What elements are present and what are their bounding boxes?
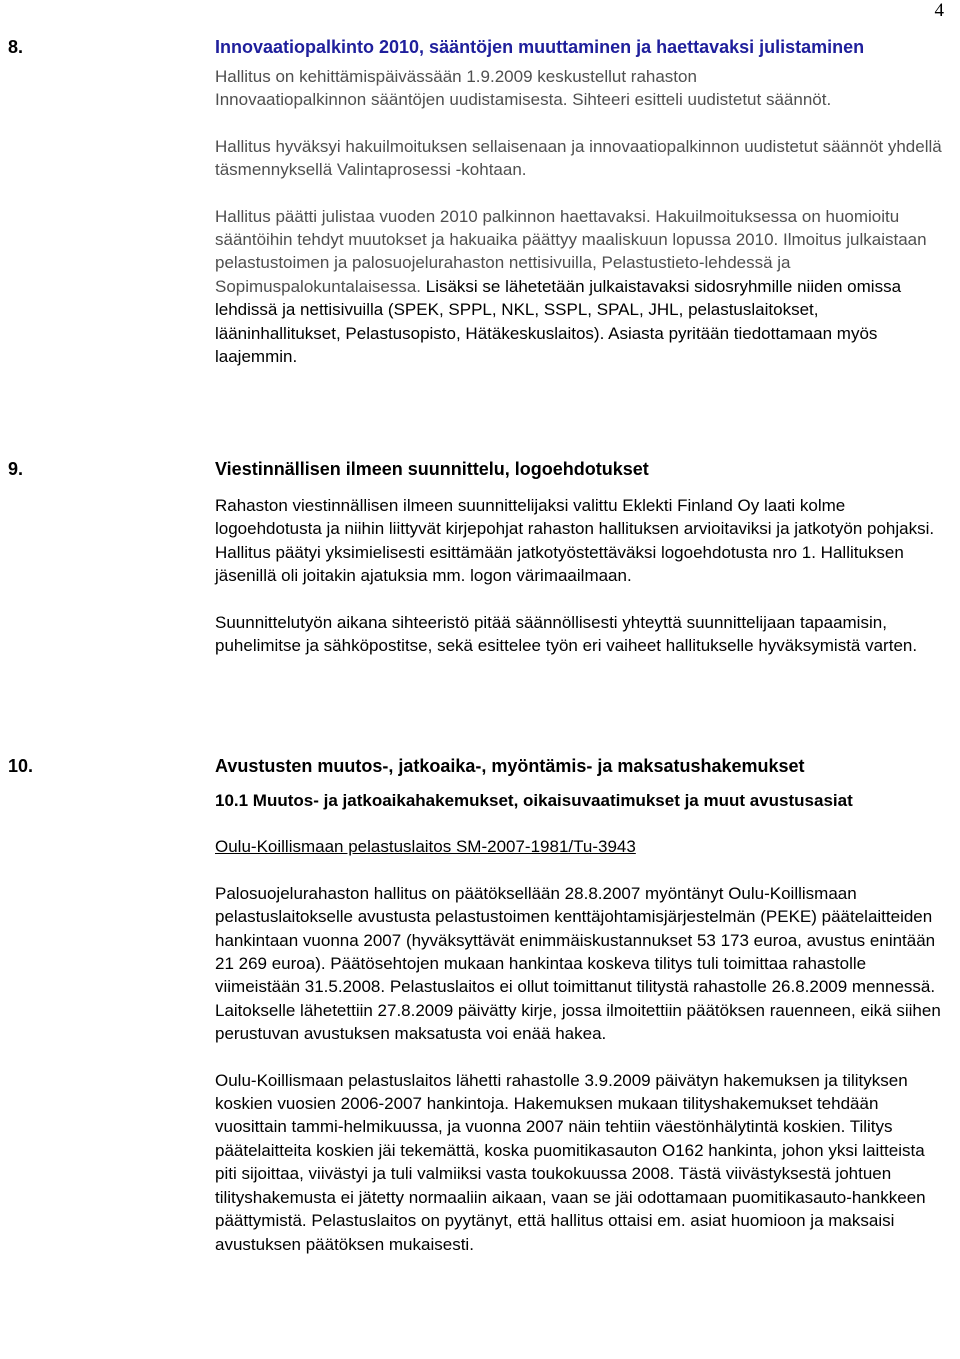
section-8-paragraph-3c: Lisäksi se lähetetään julkaistavaksi sidosryhmille niiden omissa lehdissä ja nettisivuilla (SPEK, SPPL, NKL, SSPL, SPAL, JHL, pelastuslaitokset, lääninhallitukset, Pelastusopisto, Hätäkeskuslaitos). Asiasta pyritään tiedottamaan myös laajemmin.: [215, 276, 902, 367]
section-8-heading: [8, 36, 946, 58]
section-10-paragraph-1: Palosuojelurahaston hallitus on päätöksellään 28.8.2007 myöntänyt Oulu-Koillismaan pelastuslaitokselle avustusta pelastustoimen kenttäjohtamisjärjestelmän (PEKE) päätelaitteiden hankintaan vuonna 2007 (hyväksyttävät enimmäiskustannukset 53 173 euroa, avustus enintään 21 269 euroa). Päätösehtojen mukaan hankintaa koskeva tilitys tuli toimittaa rahastolle viimeistään 31.5.2008. Pelastuslaitos ei ollut toimittanut tilitystä rahastolle 26.8.2009 mennessä. Laitokselle lähetettiin 27.8.2009 päivätty kirje, jossa ilmoitettiin päätöksen rauenneen, eikä siihen perustuvan avustuksen maksatusta voi enää hakea.: [215, 883, 941, 1044]
section-8-paragraph-2: Hallitus hyväksyi hakuilmoituksen sellaisenaan ja innovaatiopalkinnon uudistetut säännöt yhdellä täsmennyksellä Valintaprosessi -kohtaan.: [215, 136, 942, 180]
section-10-body: [215, 882, 946, 1256]
section-9-paragraph-2: Suunnittelutyön aikana sihteeristö pitää säännöllisesti yhteyttä suunnittelijaan tapaamisin, puhelimitse ja sähköpostitse, sekä esittelee työn eri vaiheet hallitukselle hyväksymistä varten.: [215, 612, 918, 656]
case-title: Oulu-Koillismaan pelastuslaitos SM-2007-1981/Tu-3943: [215, 837, 636, 857]
section-9-title: Viestinnällisen ilmeen suunnittelu, logoehdotukset: [215, 459, 649, 479]
section-8-paragraph-3a: Hallitus päätti julistaa vuoden 2010 palkinnon haettavaksi.: [215, 206, 651, 226]
section-10-heading: [8, 755, 946, 777]
page-number: 4: [934, 0, 944, 21]
section-8: [8, 36, 946, 368]
section-8-title: Innovaatiopalkinto 2010, sääntöjen muuttaminen ja haettavaksi julistaminen: [215, 37, 865, 57]
section-9-paragraph-1: Rahaston viestinnällisen ilmeen suunnittelijaksi valittu Eklekti Finland Oy laati kolme logoehdotusta ja niihin liittyvät kirjepohjat rahaston hallituksen arvioitaviksi ja jatkotyön pohjaksi. Hallitus päätyi yksimielisesti esittämään jatkotyöstettäväksi logoehdotusta nro 1. Hallituksen jäsenillä oli joitakin ajatuksia mm. logon värimaailmaan.: [215, 496, 935, 586]
section-10-number: 10.: [8, 756, 34, 776]
section-10: [8, 755, 946, 1256]
section-10-title: Avustusten muutos-, jatkoaika-, myöntämis- ja maksatushakemukset: [215, 756, 805, 776]
section-10-paragraph-2: Oulu-Koillismaan pelastuslaitos lähetti rahastolle 3.9.2009 päivätyn hakemuksen ja tilityksen koskien vuosien 2006-2007 hankintoja. Hakemuksen mukaan tilityshakemukset tehdään vuosittain tammi-helmikuussa, ja vuonna 2007 näin tehtiin väestönhälytintä koskien. Tilitys päätelaitteita koskien jäi tekemättä, koska puomitikasauton O162 hankinta, johon yksi laitteista piti sijoittaa, viivästyi ja tuli valmiiksi vasta toukokuussa 2008. Tästä viivästyksestä johtuen tilityshakemusta ei jätetty normaaliin aikaan, vaan se jäi odottamaan puomitikasauto-hankkeen päättymistä. Pelastuslaitos on pyytänyt, että hallitus ottaisi em. asiat huomioon ja maksaisi avustuksen päätöksen mukaisesti.: [215, 1070, 926, 1254]
section-9: [8, 458, 946, 657]
section-8-paragraph-3: [215, 205, 946, 369]
section-9-heading: [8, 458, 946, 480]
section-10-1-heading: 10.1 Muutos- ja jatkoaikahakemukset, oikaisuvaatimukset ja muut avustusasiat: [215, 791, 853, 810]
section-9-number: 9.: [8, 459, 24, 479]
section-9-body: [215, 494, 946, 657]
section-8-body: [215, 65, 946, 368]
section-8-paragraph-3b: Hakuilmoituksessa on huomioitu sääntöihin tehdyt muutokset ja hakuaika päättyy maaliskuun lopussa 2010. Ilmoitus julkaistaan pelastustoimen ja palosuojelurahaston nettisivuilla, Pelastustieto-lehdessä ja Sopimuspalokuntalaisessa.: [215, 206, 927, 296]
section-8-number: 8.: [8, 37, 24, 57]
section-8-paragraph-1: Hallitus on kehittämispäivässään 1.9.2009 keskustellut rahaston Innovaatiopalkinnon sääntöjen uudistamisesta. Sihteeri esitteli uudistetut säännöt.: [215, 67, 832, 110]
